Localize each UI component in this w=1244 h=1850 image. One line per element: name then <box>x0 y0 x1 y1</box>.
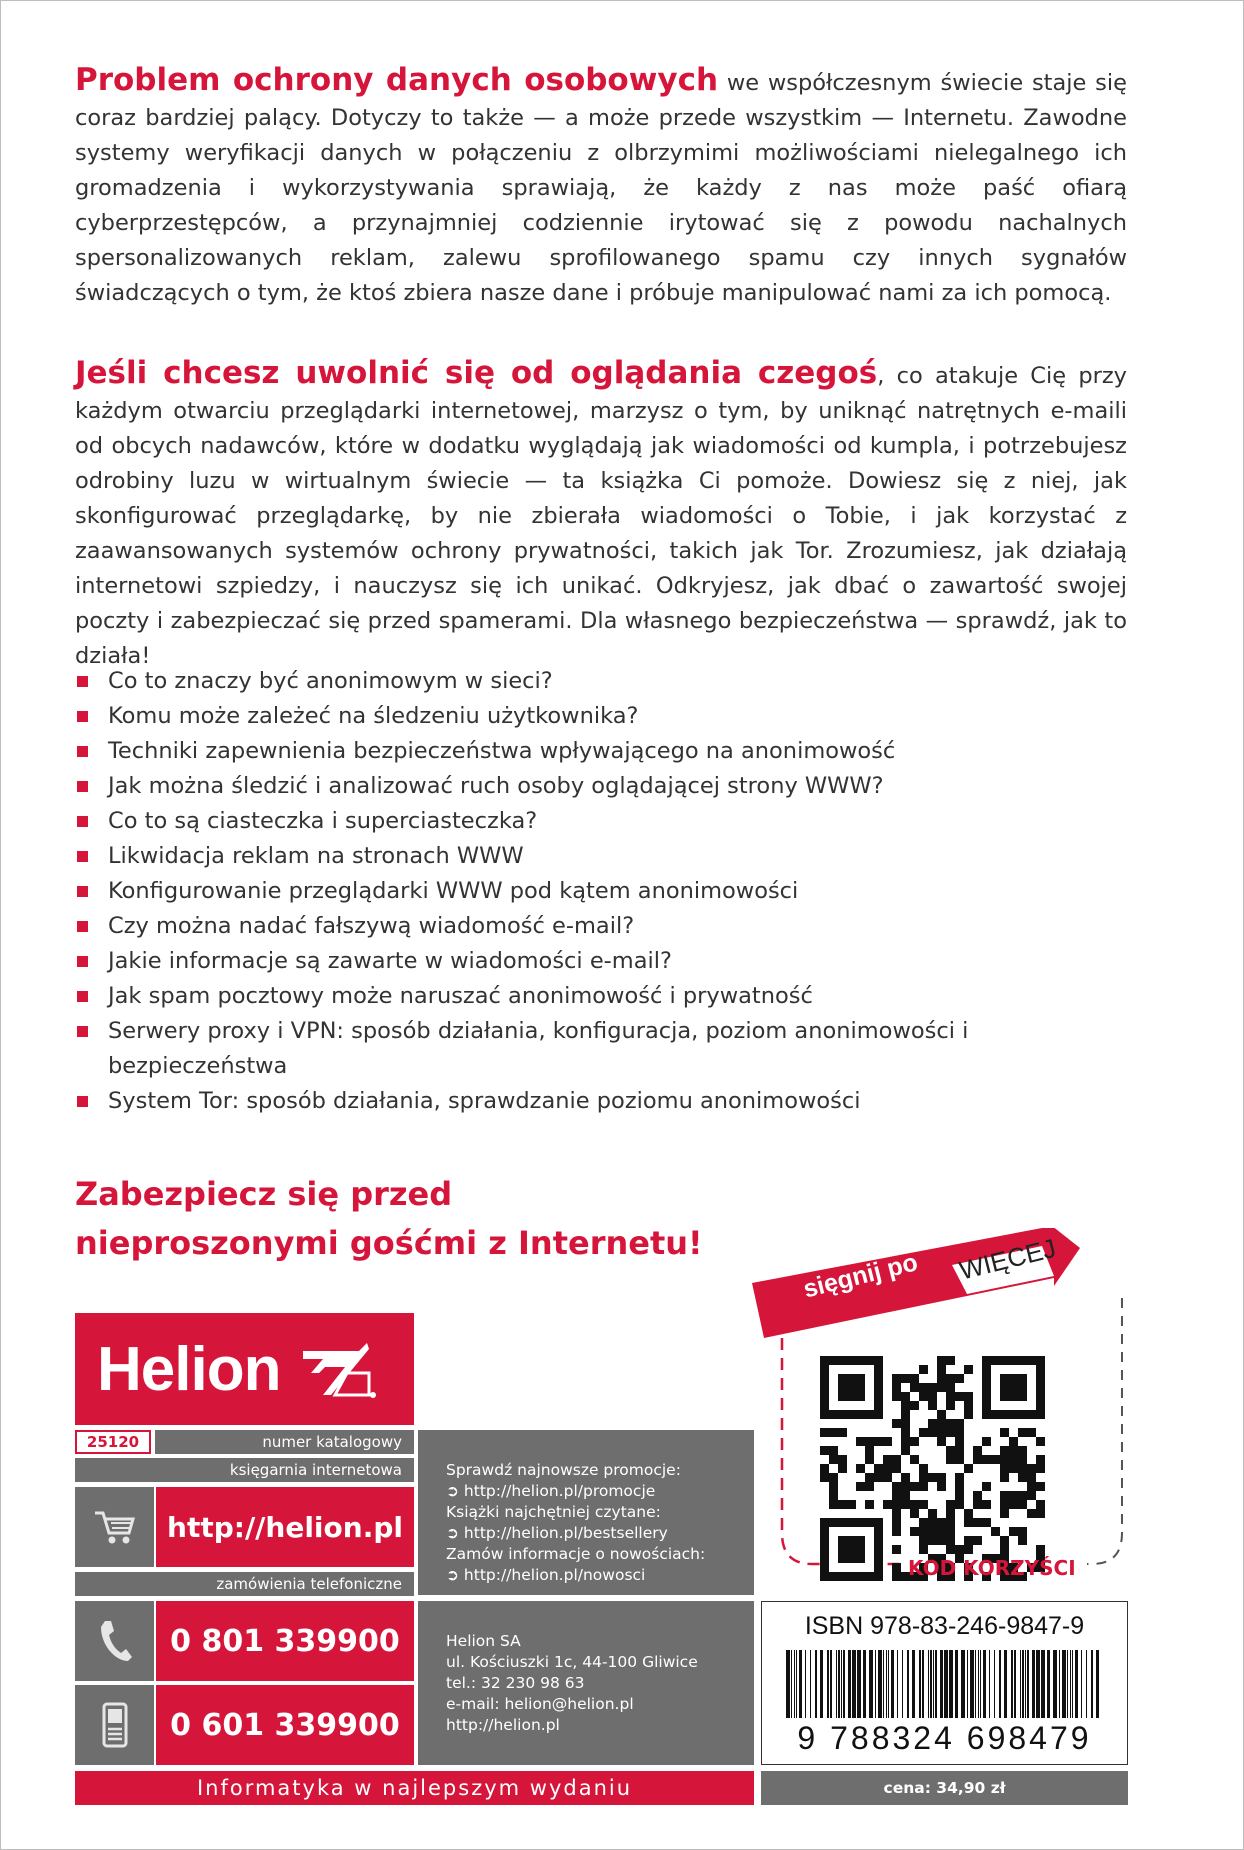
helion-logo-mark-icon <box>297 1343 377 1401</box>
promo-box <box>418 1430 754 1595</box>
promo-line-2: Książki najchętniej czytane: <box>446 1503 661 1521</box>
address-web[interactable]: http://helion.pl <box>446 1716 560 1734</box>
arrow-bullet-icon: ➲ <box>446 1566 464 1584</box>
helion-logo <box>75 1313 414 1425</box>
qr-code-modules <box>820 1356 1045 1581</box>
helion-logo-text: Helion <box>97 1335 281 1404</box>
phone-icon-cell <box>75 1601 154 1681</box>
slogan-line-2: nieproszonymi gośćmi z Internetu! <box>75 1224 703 1262</box>
intro-lead: Problem ochrony danych osobowych <box>75 61 719 98</box>
qr-ribbon-more: WIĘCEJ <box>956 1232 1059 1286</box>
address-email[interactable]: e-mail: helion@helion.pl <box>446 1695 634 1713</box>
topic-item: Jak można śledzić i analizować ruch osoby oglądającej strony WWW? <box>75 769 1055 804</box>
topic-item: Jak spam pocztowy może naruszać anonimowość i prywatność <box>75 979 1055 1014</box>
arrow-bullet-icon: ➲ <box>446 1482 464 1500</box>
price: cena: 34,90 zł <box>761 1771 1128 1805</box>
pitch-text: , co atakuje Cię przy każdym otwarciu przeglądarki internetowej, marzysz o tym, by uniknąć natrętnych e-maili od obcych nadawców, które w dodatku wyglądają jak wiadomości od kumpla, i potrzebujesz odrobiny luzu w wirtualnym świecie — ta książka Ci pomoże. Dowiesz się z niej, jak skonfigurować przeglądarkę, by nie zbierała wiadomości o Tobie, i jak korzystać z zaawansowanych systemów ochrony prywatności, takich jak Tor. Zrozumiesz, jak działają internetowi szpiedzy, i nauczysz się ich unikać. Odkryjesz, jak dbać o zawartość swojej poczty i zabezpieczać się przed spamerami. Dla własnego bezpieczeństwa — sprawdź, jak to działa! <box>75 362 1127 669</box>
topic-item: Jakie informacje są zawarte w wiadomości e-mail? <box>75 944 1055 979</box>
address-box <box>418 1601 754 1765</box>
qr-code-label: KOD KORZYŚCI <box>908 1556 1076 1580</box>
phone-icon <box>97 1619 133 1663</box>
topic-list <box>75 664 1055 1119</box>
isbn-box <box>761 1601 1128 1765</box>
address-street: ul. Kościuszki 1c, 44-100 Gliwice <box>446 1653 698 1671</box>
barcode <box>772 1650 1117 1720</box>
topic-item: Konfigurowanie przeglądarki WWW pod kątem anonimowości <box>75 874 1055 909</box>
phone-orders-label: zamówienia telefoniczne <box>75 1572 414 1596</box>
cart-icon <box>93 1507 137 1547</box>
isbn-label: ISBN 978-83-246-9847-9 <box>804 1612 1085 1640</box>
pitch-lead: Jeśli chcesz uwolnić się od oglądania czegoś <box>75 354 878 391</box>
slogan-line-1: Zabezpiecz się przed <box>75 1175 453 1213</box>
phone-number-1: 0 801 339900 <box>156 1601 414 1681</box>
qr-ribbon-label: sięgnij po <box>800 1248 921 1304</box>
arrow-bullet-icon: ➲ <box>446 1524 464 1542</box>
barcode-digits: 9 788324 698479 <box>797 1720 1092 1756</box>
phone-number-2: 0 601 339900 <box>156 1685 414 1765</box>
footer-slogan: Informatyka w najlepszym wydaniu <box>75 1771 754 1805</box>
promo-link-2[interactable]: ➲ http://helion.pl/bestsellery <box>446 1524 668 1542</box>
promo-link-3[interactable]: ➲ http://helion.pl/nowosci <box>446 1566 646 1584</box>
topic-item: System Tor: sposób działania, sprawdzanie poziomu anonimowości <box>75 1084 1055 1119</box>
topic-item: Techniki zapewnienia bezpieczeństwa wpływającego na anonimowość <box>75 734 1055 769</box>
topic-item: Likwidacja reklam na stronach WWW <box>75 839 1055 874</box>
shop-url[interactable]: http://helion.pl <box>156 1487 414 1567</box>
topic-item: Serwery proxy i VPN: sposób działania, konfiguracja, poziom anonimowości i bezpieczeństwa <box>75 1014 1055 1084</box>
mobile-phone-icon <box>102 1702 128 1748</box>
qr-section <box>742 1228 1162 1593</box>
promo-line-3: Zamów informacje o nowościach: <box>446 1545 706 1563</box>
promo-line-1: Sprawdź najnowsze promocje: <box>446 1461 681 1479</box>
topic-item: Komu może zależeć na śledzeniu użytkownika? <box>75 699 1055 734</box>
topic-item: Co to znaczy być anonimowym w sieci? <box>75 664 1055 699</box>
cart-cell <box>75 1487 154 1567</box>
topic-item: Co to są ciasteczka i superciasteczka? <box>75 804 1055 839</box>
pitch-paragraph <box>75 356 1127 674</box>
address-company: Helion SA <box>446 1632 521 1650</box>
intro-text: we współczesnym świecie staje się coraz bardziej palący. Dotyczy to także — a może przede wszystkim — Internetu. Zawodne systemy weryfikacji danych w połączeniu z olbrzymimi możliwościami nielegalnego ich gromadzenia i wykorzystywania sprawiają, że każdy z nas może paść ofiarą cyberprzestępców, a przynajmniej codziennie irytować się z powodu nachalnych spersonalizowanych reklam, zalewu sprofilowanego spamu czy innych sygnałów świadczących o tym, że ktoś zbiera nasze dane i próbuje manipulować nami za ich pomocą. <box>75 69 1127 306</box>
slogan <box>75 1170 715 1268</box>
intro-paragraph <box>75 63 1127 311</box>
online-shop-label: księgarnia internetowa <box>75 1458 414 1482</box>
topic-item: Czy można nadać fałszywą wiadomość e-mail? <box>75 909 1055 944</box>
promo-link-1[interactable]: ➲ http://helion.pl/promocje <box>446 1482 656 1500</box>
catalog-number: 25120 <box>75 1430 151 1454</box>
mobile-icon-cell <box>75 1685 154 1765</box>
catalog-number-label: numer katalogowy <box>155 1430 414 1454</box>
address-tel: tel.: 32 230 98 63 <box>446 1674 585 1692</box>
